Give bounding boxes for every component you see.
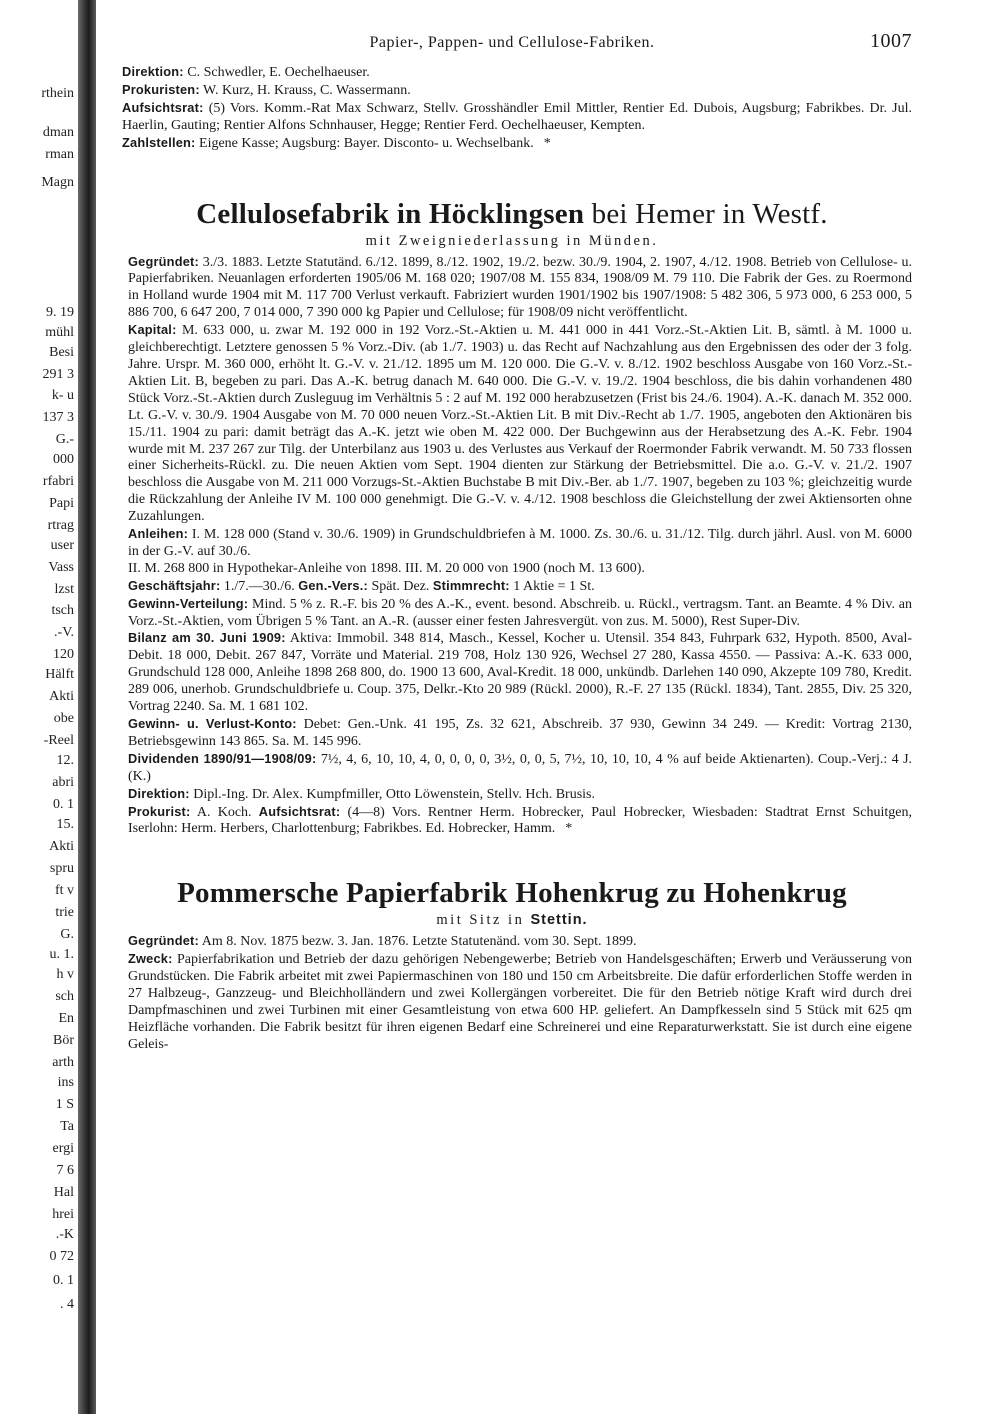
gutter-fragment: rfabri xyxy=(42,474,74,489)
gutter-fragment: u. 1. xyxy=(49,947,74,962)
gutter-fragment: Besi xyxy=(49,345,74,360)
gutter-fragment: trie xyxy=(55,905,74,920)
entry2-paragraph: Kapital: M. 633 000, u. zwar M. 192 000 in 192 Vorz.-St.-Aktien u. M. 441 000 in 441 Vorz.-St.-Aktien Lit. B, sämtl. à M. 1000 u. gleichberechtigt. Letztere genossen 5 % Vorz.-Div. (ab 1./7. 1903) u. das Recht auf Nachzahlung aus den Ergebnissen des oder der 3 folg. Jahre. Urspr. M. 360 000, erhöht lt. G.-V. v. 21./12. 1895 um M. 120 000. Die G.-V. v. 8./12. 1902 beschloss Ausgabe von 160 Vorz.-St.-Aktien Lit. B, begeben zu pari. Das A.-K. betrug danach M. 640 000. Die G.-V. v. 19./2. 1904 beschloss, die bis dahin vorhandenen 480 Stück Vorz.-St.-Aktien durch Zusleguug im Verhältnis 5 : 2 auf M. 192 000 herabzusetzen (Frist bis 24./6. 1904). A.-K. danach M. 352 000. Lt. G.-V. v. 30./9. 1904 Ausgabe von M. 70 000 neuen Vorz.-St.-Aktien Lit. B mit Div.-Recht ab 1./7. 1905, angeboten den Aktionären bis 15./11. 1904 zu pari: damit beträgt das A.-K. jetzt wie oben M. 422 000. Der Buchgewinn aus der Herabsetzung des A.-K. Febr. 1904 wurde mit M. 237 267 zur Tilg. der Unterbilanz aus 1903 u. des Verlustes aus Verkauf der Roermonder Fabrik verwandt. M. 50 733 flossen einer Sicherheits-Rückl. zu. Die neuen Aktien vom Sept. 1904 dienten zur Stärkung der Betriebsmittel. Die a.o. G.-V. v. 21./2. 1907 beschloss die Ausgabe von M. 211 000 Vorzugs-St.-Aktien Buchstabe B mit Div.-Ber. ab 1./7. 1907, begeben zu 103 %; gleichzeitig wurde die Rückzahlung der Anleihe IV M. 100 000 genehmigt. Die G.-V. v. 4./12. 1908 beschloss die Gleichstellung der zwei Aktiensorten ohne Zuzahlungen. xyxy=(128,322,912,525)
gutter-fragment: G.- xyxy=(55,432,74,447)
gutter-fragment: Ta xyxy=(60,1119,74,1134)
gutter-fragment: . 4 xyxy=(60,1297,74,1312)
entry3-body xyxy=(112,933,912,1053)
entry2-body xyxy=(112,254,912,839)
entry2-paragraph: Gewinn-Verteilung: Mind. 5 % z. R.-F. bis 20 % des A.-K., event. besond. Abschreib. u. Rückl., vertragsm. Tant. an Beamte. 4 % Div. an Vorz.-St.-Aktien, vom Übrigen 5 % Tant. an A.-R. (ausser einer festen Jahresvergüt. von zus. M. 5000), Rest Super-Div. xyxy=(128,595,913,629)
entry-cellulosefabrik xyxy=(112,197,912,839)
entry2-end-mark: * xyxy=(565,821,573,837)
gutter-fragment: spru xyxy=(49,861,74,876)
entry2-title: Cellulosefabrik in Höcklingsen bei Hemer in Westf. xyxy=(196,197,828,230)
gutter-fragment: 1 S xyxy=(55,1097,74,1112)
gutter-fragment: rtrag xyxy=(47,518,74,533)
entry1-end-mark: * xyxy=(543,135,551,151)
gutter-fragment: ft v xyxy=(54,883,74,898)
gutter-fragment: Papi xyxy=(49,496,74,511)
gutter-fragment: k- u xyxy=(51,388,74,403)
gutter-fragment: obe xyxy=(53,711,74,726)
gutter-fragment: Vass xyxy=(48,560,74,575)
gutter-fragment: arth xyxy=(52,1055,74,1070)
gutter-fragment: dman xyxy=(42,125,74,140)
page xyxy=(112,28,912,1054)
gutter-fragment: Hälft xyxy=(45,667,74,682)
gutter-fragment: 12. xyxy=(56,753,74,768)
running-head-title: Papier-, Pappen- und Cellulose-Fabriken. xyxy=(369,34,655,51)
gutter-fragment: hrei xyxy=(52,1207,74,1222)
gutter-fragment: 0 72 xyxy=(49,1249,74,1264)
entry2-paragraph: Gegründet: 3./3. 1883. Letzte Statutänd. 6./12. 1899, 8./12. 1902, 19./2. bezw. 30./9. 1904, 2. 1907, 4./12. 1908. Betrieb von Cellulose- u. Papierfabriken. Neuanlagen erforderten 1905/06 M. 168 020; 1907/08 M. 155 834, 1908/09 M. 79 110. Die Fabrik der Ges. zu Roermond in Holland wurde 1904 mit M. 117 700 Verlust verkauft. Fabriziert wurden 1901/1902 bis 1907/1908: 5 482 306, 5 973 000, 6 253 000, 5 886 700, 6 647 200, 7 014 000, 7 390 000 kg Papier und Cellulose; für 1908/09 nicht veröffentlicht. xyxy=(128,253,913,321)
facing-page-gutter xyxy=(0,0,96,1414)
gutter-fragment: tsch xyxy=(51,603,74,618)
entry1-zahlstellen: Zahlstellen: Eigene Kasse; Augsburg: Bayer. Disconto- u. Wechselbank. * xyxy=(122,134,551,151)
gutter-fragment: 000 xyxy=(53,452,74,467)
gutter-fragment: 0. 1 xyxy=(53,797,74,812)
gutter-fragment: 7 6 xyxy=(56,1163,74,1178)
gutter-fragment: lzst xyxy=(54,582,74,597)
page-number: 1007 xyxy=(870,30,912,52)
entry2-paragraph: Geschäftsjahr: 1./7.—30./6. Gen.-Vers.: Spät. Dez. Stimmrecht: 1 Aktie = 1 St. xyxy=(128,577,595,594)
entry-pommersche xyxy=(112,876,912,1053)
entry2-subtitle: mit Zweigniederlassung in Münden. xyxy=(365,232,659,249)
gutter-fragment: En xyxy=(58,1011,74,1026)
entry2-paragraph: Gewinn- u. Verlust-Konto: Debet: Gen.-Unk. 41 195, Zs. 32 621, Abschreib. 37 930, Gewinn 34 249. — Kredit: Vortrag 2130, Betriebsgewinn 143 865. Sa. M. 145 996. xyxy=(128,716,912,749)
gutter-fragment: .-V. xyxy=(54,625,74,640)
gutter-fragment: h v xyxy=(56,967,74,982)
gutter-fragment: .-K xyxy=(55,1227,74,1242)
gutter-fragment: rthein xyxy=(41,86,74,101)
gutter-fragment: 0. 1 xyxy=(53,1273,74,1288)
gutter-fragment: -Reel xyxy=(43,733,74,748)
gutter-fragment: Hal xyxy=(53,1185,74,1200)
gutter-fragment: 15. xyxy=(56,817,74,832)
entry2-paragraph: Dividenden 1890/91—1908/09: 7½, 4, 6, 10, 10, 4, 0, 0, 0, 0, 3½, 0, 0, 5, 7½, 10, 10, 10, 4 % auf beide Aktienarten). Coup.-Verj.: 4 J. (K.) xyxy=(128,750,913,784)
gutter-fragment: mühl xyxy=(45,325,74,340)
entry1-direktion: Direktion: C. Schwedler, E. Oechelhaeuser. xyxy=(122,64,370,80)
gutter-fragment: Magn xyxy=(41,175,74,190)
gutter-fragment: sch xyxy=(55,989,74,1004)
book-fold-shadow xyxy=(78,0,96,1414)
entry2-paragraph: Bilanz am 30. Juni 1909: Aktiva: Immobil. 348 814, Masch., Kessel, Kocher u. Utensil. 354 843, Fuhrpark 632, Hypoth. 8500, Aval-Debit. 18 000, Debit. 267 847, Vorräte und Material. 219 708, Holz 130 926, Wechsel 27 280, Kassa 4550. — Passiva: A.-K. 633 000, Grundschuld 128 000, Anleihe 1898 268 800, do. 1900 13 600, Aval-Kredit. 18 000, unkündb. Darlehen 140 090, Akzepte 109 780, Kredit. 289 006, unerhob. Grundschuldbriefe u. Coup. 375, Delkr.-Kto 20 989 (Rückl. 2000), R.-F. 27 135 (Rückl. 1834), Tant. 2855, Div. 25 320, Vortrag 2240. Sa. M. 1 681 102. xyxy=(128,630,912,715)
entry2-paragraph: Anleihen: I. M. 128 000 (Stand v. 30./6. 1909) in Grundschuldbriefen à M. 1000. Zs. 30./6. u. 31./12. Tilg. durch jährl. Ausl. von M. 6000 in der G.-V. auf 30./6. xyxy=(128,526,913,559)
entry3-title: Pommersche Papierfabrik Hohenkrug zu Hohenkrug xyxy=(177,877,847,910)
running-head xyxy=(112,28,912,58)
gutter-fragment: rman xyxy=(45,147,74,162)
gutter-fragment: 9. 19 xyxy=(46,305,74,320)
gutter-fragment: Bör xyxy=(53,1033,74,1048)
gutter-fragment: ins xyxy=(57,1075,74,1090)
gutter-fragment: Akti xyxy=(49,689,74,704)
gutter-fragment: 291 3 xyxy=(42,367,74,382)
gutter-fragment: user xyxy=(50,538,74,553)
entry2-paragraph: Direktion: Dipl.-Ing. Dr. Alex. Kumpfmiller, Otto Löwenstein, Stellv. Hch. Brusis. xyxy=(128,785,596,802)
entry2-paragraph: II. M. 268 800 in Hypothekar-Anleihe von 1898. III. M. 20 000 von 1900 (noch M. 13 600). xyxy=(128,560,645,576)
gutter-fragment: 137 3 xyxy=(42,410,74,425)
gutter-fragment: ergi xyxy=(52,1141,74,1156)
entry3-subtitle: mit Sitz in Stettin. xyxy=(436,912,588,929)
entry1-aufsichtsrat: Aufsichtsrat: (5) Vors. Komm.-Rat Max Schwarz, Stellv. Grosshändler Emil Mittler, Rentier Ed. Dubois, Augsburg; Fabrikbes. Dr. Jul. Haerlin, Gauting; Rentier Alfons Schnhauser, Hegge; Rentier Ferd. Oechelhaeuser, Kempten. xyxy=(122,99,913,133)
entry-continued xyxy=(112,64,912,153)
entry3-paragraph: Gegründet: Am 8. Nov. 1875 bezw. 3. Jan. 1876. Letzte Statutenänd. vom 30. Sept. 1899. xyxy=(128,933,637,950)
gutter-fragment: abri xyxy=(52,775,74,790)
entry2-paragraph: Prokurist: A. Koch. Aufsichtsrat: (4—8) Vors. Rentner Herm. Hobrecker, Paul Hobrecker, Wiesbaden: Stadtrat Ernst Schuitgen, Iserlohn: Herm. Herbers, Charlottenburg; Fabrikbes. Ed. Hobrecker, Hamm. * xyxy=(128,803,913,837)
gutter-fragment: G. xyxy=(60,927,74,942)
entry3-paragraph: Zweck: Papierfabrikation und Betrieb der dazu gehörigen Nebengewerbe; Betrieb von Handelsgeschäften; Erwerb und Veräusserung von Grundstücken. Die Fabrik arbeitet mit zwei Papiermaschinen von 180 und 150 cm Arbeitsbreite. Die dafür erforderlichen Stoffe werden in 27 Halbzeug-, Ganzzeug- und Bleichholländern und zwei Kollergängen vorbereitet. Die für den Betrieb nötige Kraft wird durch drei Dampfmaschinen und zwei Turbinen mit einer Gesamtleistung von etwa 600 HP. geliefert. An Dampfkesseln sind 5 Stück mit 625 qm Heizfläche vorhanden. Die Fabrik besitzt für ihren eigenen Bedarf eine Schreinerei und eine Reparaturwerkstatt. Sie ist durch eine eigene Geleis- xyxy=(128,951,912,1052)
gutter-fragment: 120 xyxy=(53,647,74,662)
entry1-prokuristen: Prokuristen: W. Kurz, H. Krauss, C. Wassermann. xyxy=(122,81,411,98)
gutter-fragment: Akti xyxy=(49,839,74,854)
